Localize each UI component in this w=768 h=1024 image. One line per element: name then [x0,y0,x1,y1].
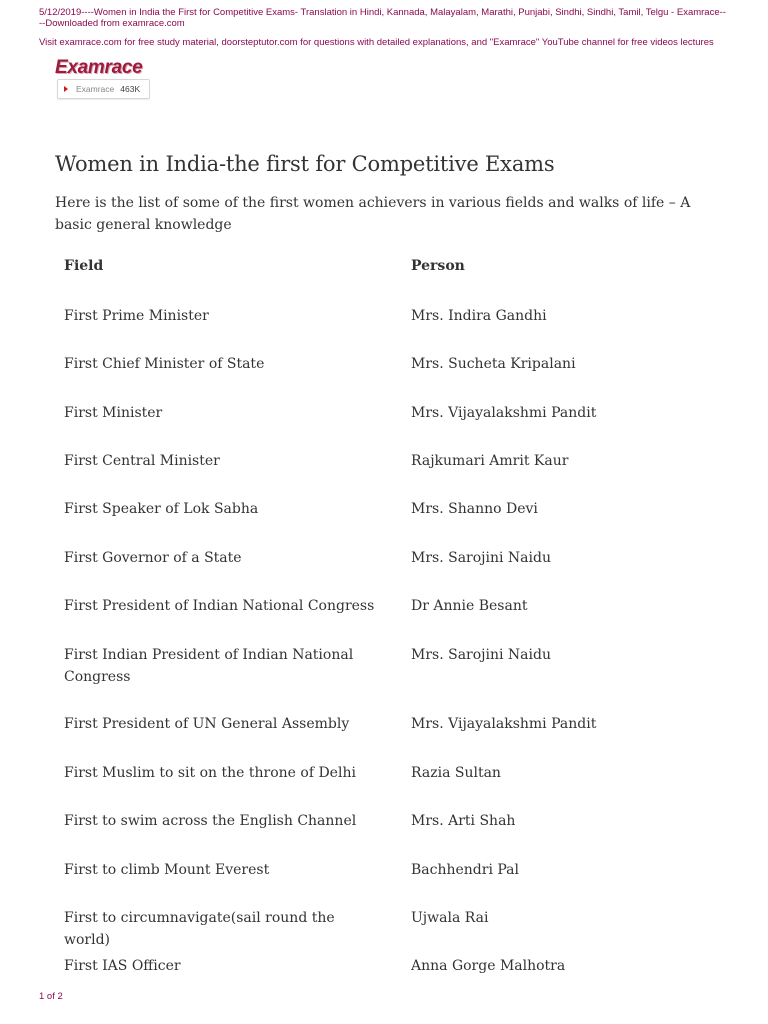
youtube-subscriber-count: 463K [120,84,141,94]
table-cell-person: Mrs. Vijayalakshmi Pandit [411,405,597,421]
article-intro: Here is the list of some of the first women achievers in various fields and walks of life – A basic general knowledge [55,195,691,233]
youtube-channel-name: Examrace [76,84,115,94]
table-cell-person: Mrs. Vijayalakshmi Pandit [411,716,597,732]
table-cell-field: First to swim across the English Channel [64,813,357,829]
table-cell-field: First Indian President of Indian National Congress [64,647,354,685]
table-cell-person: Mrs. Sucheta Kripalani [411,356,576,372]
table-cell-person: Razia Sultan [411,765,501,781]
table-cell-person: Bachhendri Pal [411,862,520,878]
table-cell-person: Rajkumari Amrit Kaur [411,453,569,469]
table-header-field: Field [64,258,104,274]
table-cell-person: Mrs. Sarojini Naidu [411,647,551,663]
youtube-subscribe-widget[interactable] [57,79,150,99]
table-cell-field: First to climb Mount Everest [64,862,270,878]
table-cell-person: Anna Gorge Malhotra [411,958,566,974]
table-cell-person: Mrs. Arti Shah [411,813,516,829]
table-cell-field: First Central Minister [64,453,220,469]
page-indicator: 1 of 2 [39,991,63,1002]
table-cell-field: First Speaker of Lok Sabha [64,501,259,517]
table-cell-field: First Muslim to sit on the throne of Delhi [64,765,356,781]
table-cell-field: First President of Indian National Congress [64,598,375,614]
table-cell-person: Mrs. Shanno Devi [411,501,538,517]
table-cell-field: First Minister [64,405,163,421]
table-cell-field: First Governor of a State [64,550,242,566]
table-cell-field: First IAS Officer [64,958,181,974]
table-cell-field: First Prime Minister [64,308,209,324]
table-cell-field: First to circumnavigate(sail round the world) [64,910,335,948]
table-cell-field: First President of UN General Assembly [64,716,350,732]
table-cell-person: Ujwala Rai [411,910,489,926]
table-cell-person: Mrs. Indira Gandhi [411,308,547,324]
promo-line: Visit examrace.com for free study material, doorsteptutor.com for questions with detailed explanations, and "Examrace" YouTube channel for free videos lectures [39,37,714,48]
download-info-line: 5/12/2019----Women in India the First for Competitive Exams- Translation in Hindi, Kannada, Malayalam, Marathi, Punjabi, Sindhi, Sindhi, Tamil, Telgu - Examrace----Downloaded from examrace.com [39,7,726,29]
table-cell-person: Dr Annie Besant [411,598,528,614]
table-cell-person: Mrs. Sarojini Naidu [411,550,551,566]
table-header-person: Person [411,258,465,274]
examrace-logo[interactable]: Examrace [55,57,143,78]
youtube-play-icon [64,86,68,92]
table-cell-field: First Chief Minister of State [64,356,265,372]
article-title: Women in India-the first for Competitive Exams [55,152,555,176]
